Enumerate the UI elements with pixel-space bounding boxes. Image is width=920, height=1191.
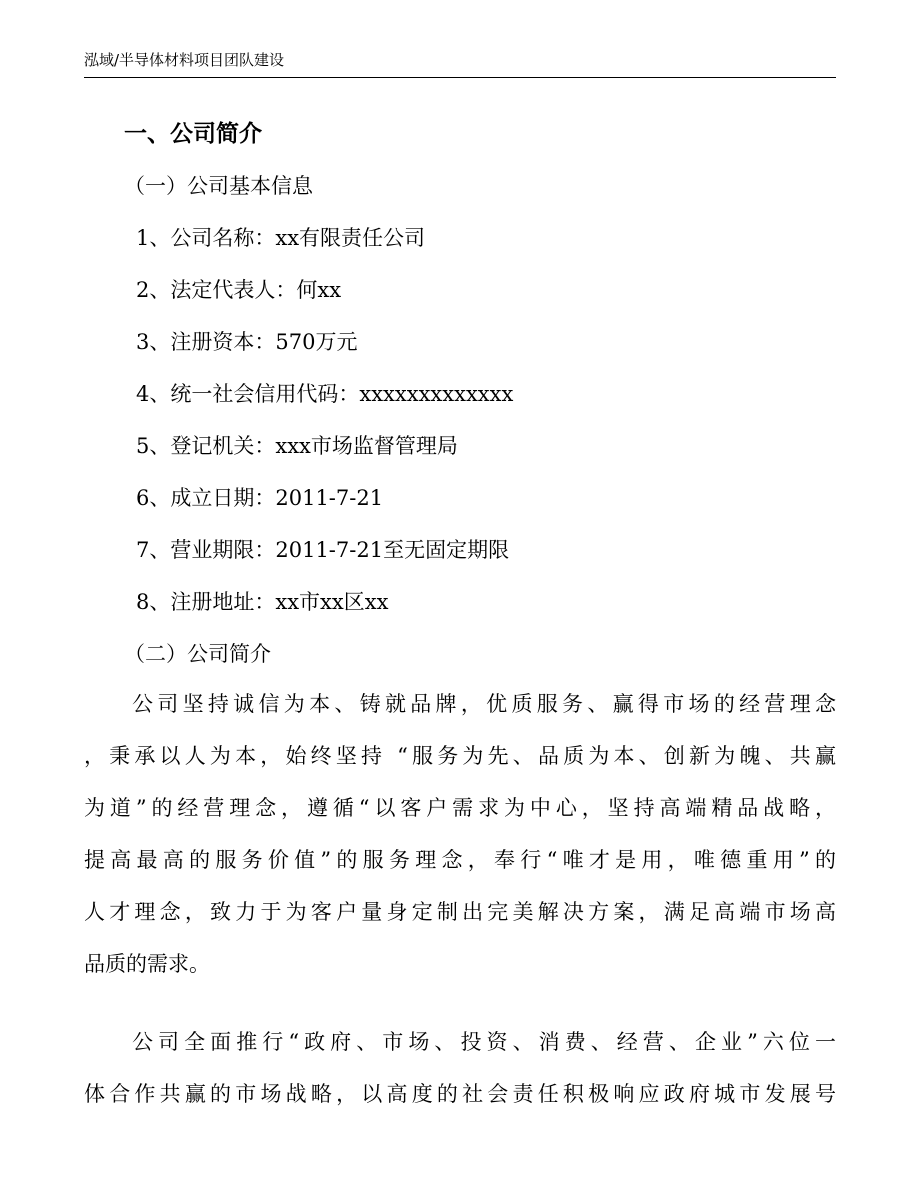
info-item-establishment-date: 6、成立日期：2011-7-21 [136, 486, 384, 510]
info-item-registered-address: 8、注册地址：xx市xx区xx [136, 590, 389, 614]
info-item-registered-capital: 3、注册资本：570万元 [136, 330, 358, 354]
paragraph-line: 提高最高的服务价值”的服务理念，奉行“唯才是用，唯德重用”的 [84, 848, 836, 872]
paragraph-line: ，秉承以人为本，始终坚持 “服务为先、品质为本、创新为魄、共赢 [84, 744, 836, 768]
info-item-legal-representative: 2、法定代表人：何xx [136, 278, 342, 302]
info-item-company-name: 1、公司名称：xx有限责任公司 [136, 226, 426, 250]
paragraph-line: 公司全面推行“政府、市场、投资、消费、经营、企业”六位一 [132, 1030, 836, 1054]
header-rule [84, 77, 836, 78]
paragraph-line: 体合作共赢的市场战略，以高度的社会责任积极响应政府城市发展号 [84, 1082, 836, 1106]
paragraph-market-strategy [84, 1016, 836, 1120]
paragraph-line: 公司坚持诚信为本、铸就品牌，优质服务、赢得市场的经营理念 [132, 692, 836, 716]
running-header: 泓域/半导体材料项目团队建设 [84, 51, 285, 69]
subsection-title-profile: （二）公司简介 [124, 642, 271, 666]
section-title: 一、公司简介 [124, 121, 262, 147]
paragraph-line: 人才理念，致力于为客户量身定制出完美解决方案，满足高端市场高 [84, 900, 836, 924]
info-item-credit-code: 4、统一社会信用代码：xxxxxxxxxxxxx [136, 382, 514, 406]
paragraph-line: 品质的需求。 [84, 952, 210, 976]
paragraph-company-profile [84, 678, 836, 990]
subsection-title-basic-info: （一）公司基本信息 [124, 174, 313, 198]
info-item-registration-authority: 5、登记机关：xxx市场监督管理局 [136, 434, 458, 458]
paragraph-line: 为道”的经营理念，遵循“以客户需求为中心，坚持高端精品战略， [84, 796, 836, 820]
info-item-business-term: 7、营业期限：2011-7-21至无固定期限 [136, 538, 510, 562]
